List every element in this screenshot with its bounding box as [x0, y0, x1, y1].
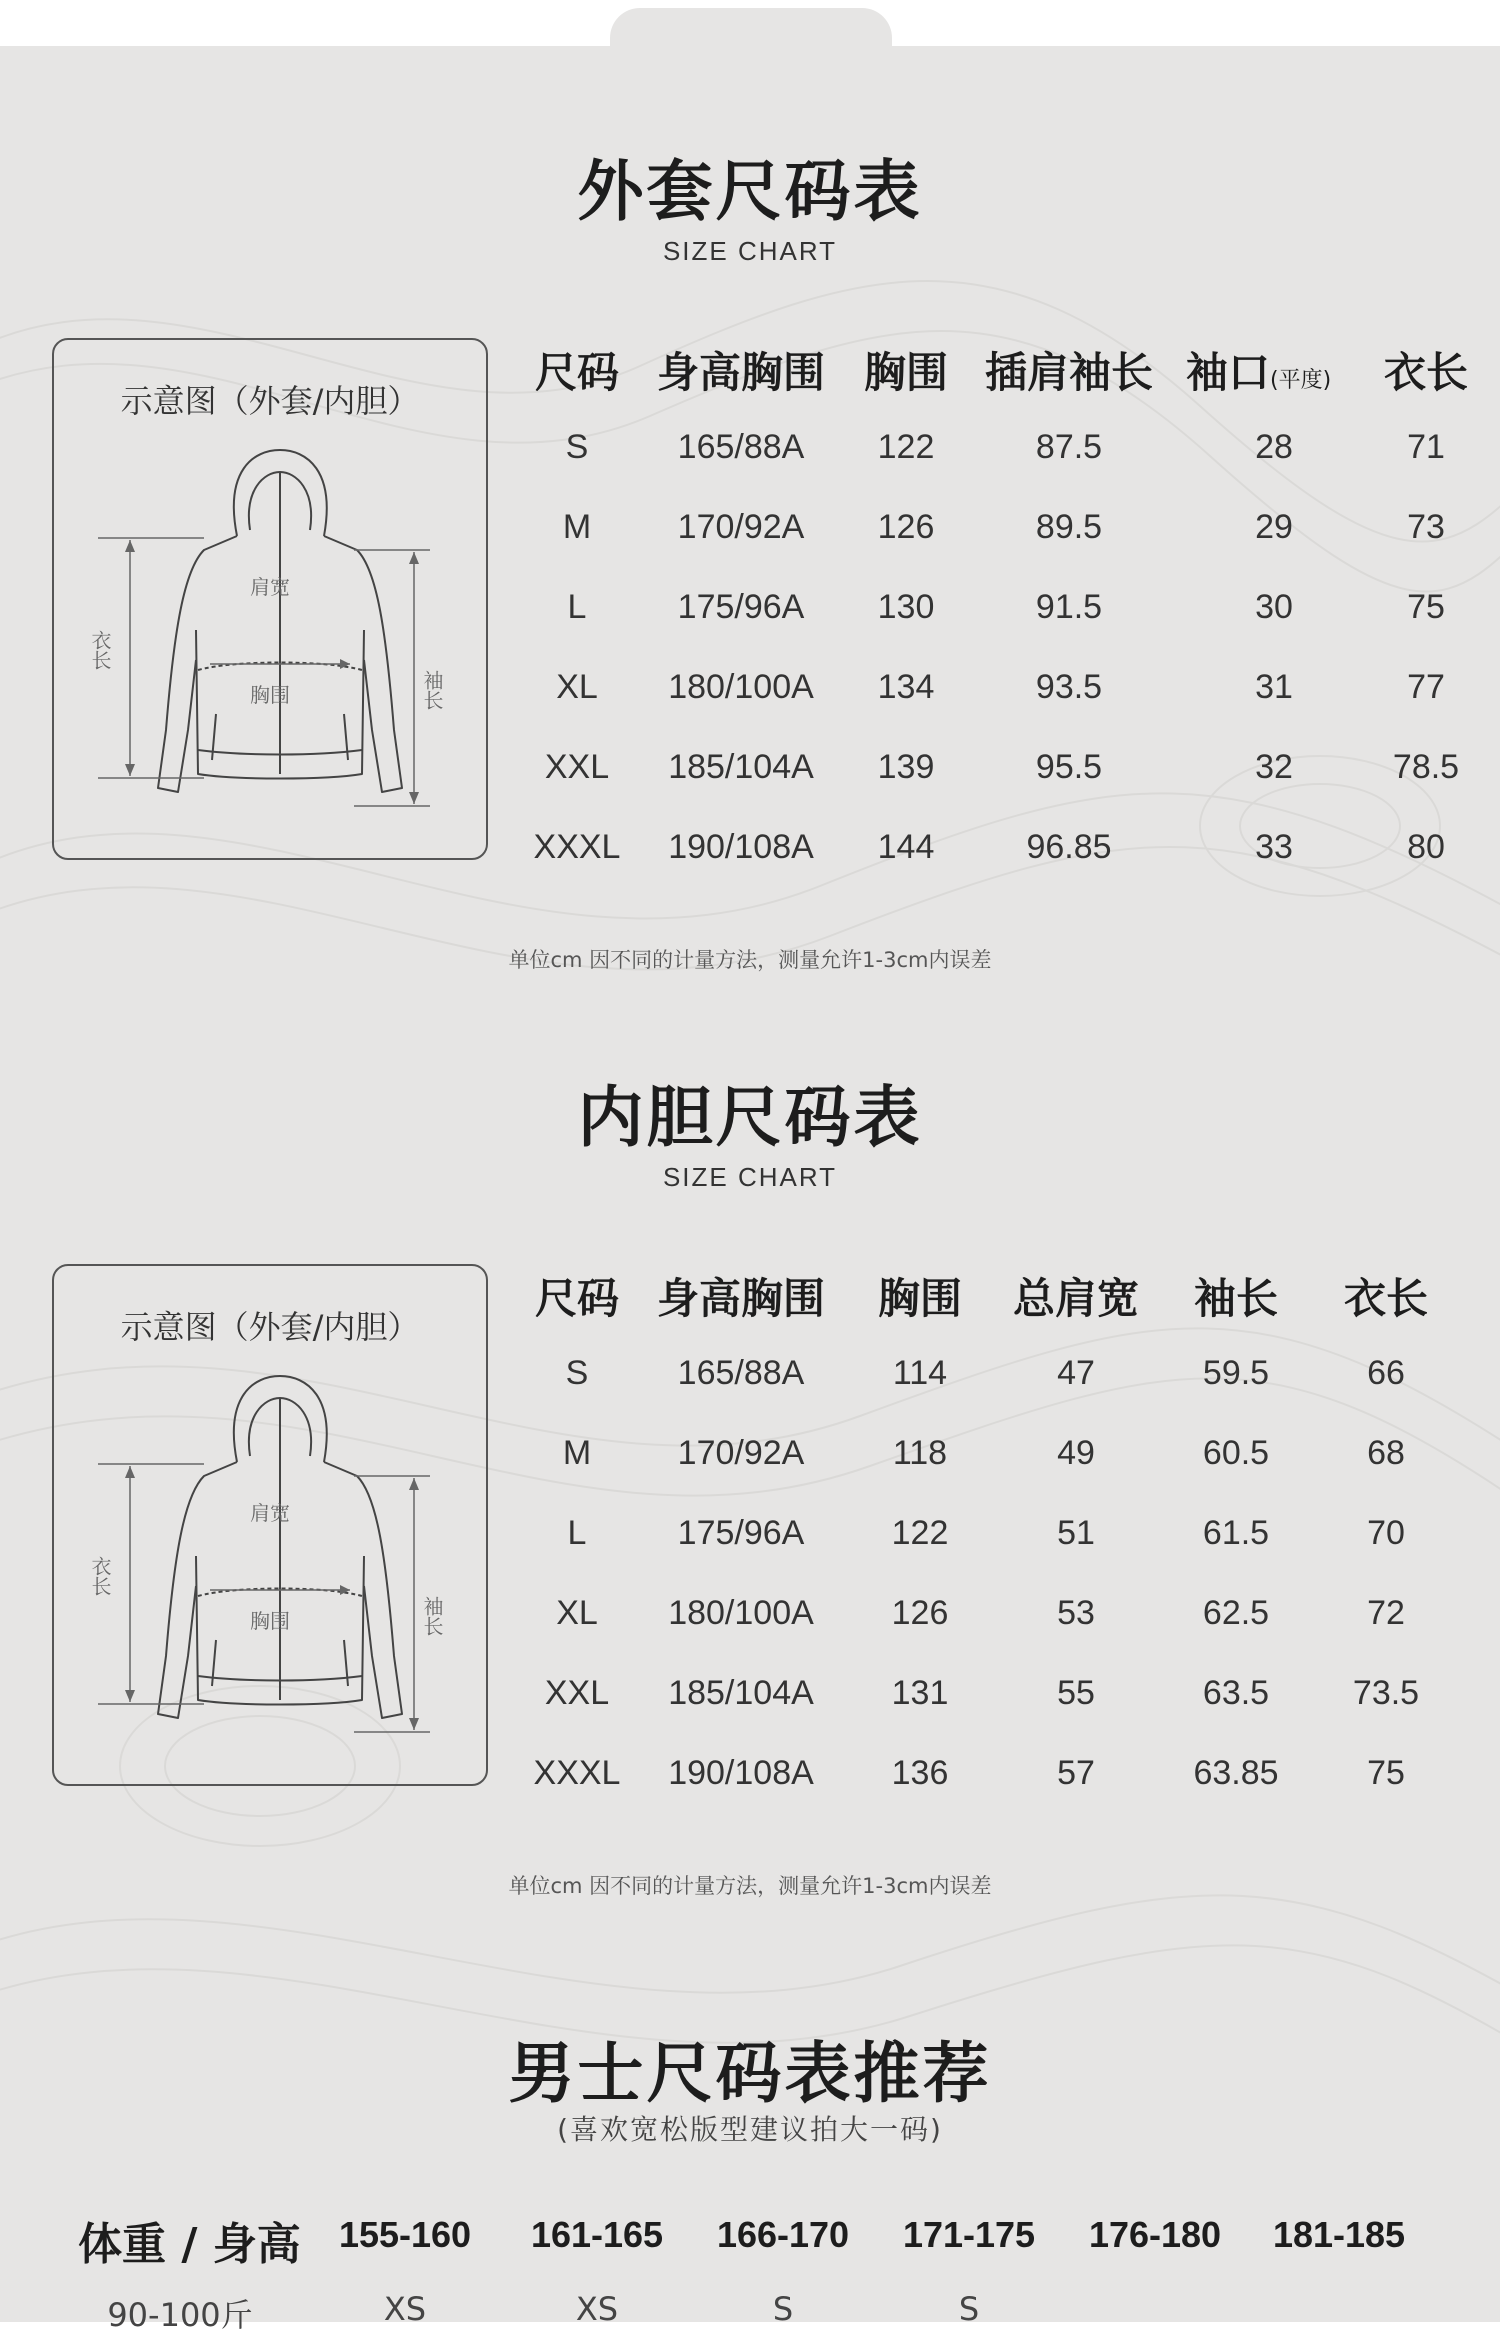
- recommended-size: S: [772, 2290, 794, 2328]
- weight-height-corner: 体重 / 身高: [78, 2219, 301, 2270]
- table-cell: 28: [1255, 428, 1293, 466]
- col-header-cuff: 袖口(平度): [1186, 348, 1332, 397]
- table-cell: 134: [877, 668, 935, 706]
- table-cell: 185/104A: [668, 748, 814, 786]
- measurement-note: 单位cm 因不同的计量方法，测量允许1-3cm内误差: [508, 948, 992, 972]
- table-cell: 180/100A: [668, 1594, 814, 1632]
- table-cell: 53: [1057, 1594, 1095, 1632]
- table-cell: 139: [877, 748, 935, 786]
- weight-range: 90-100斤: [107, 2296, 253, 2334]
- col-header-height-chest: 身高胸围: [656, 1274, 825, 1323]
- table-cell: 170/92A: [677, 508, 805, 546]
- size-cell: L: [567, 1514, 587, 1552]
- table-cell: 75: [1367, 1754, 1405, 1792]
- height-range: 171-175: [902, 2214, 1036, 2255]
- table-cell: 31: [1255, 668, 1293, 706]
- table-cell: 190/108A: [668, 828, 814, 866]
- table-cell: 63.5: [1202, 1674, 1270, 1712]
- col-header-shoulder: 总肩宽: [1012, 1274, 1139, 1323]
- table-cell: 73.5: [1352, 1674, 1420, 1712]
- section-title: 外套尺码表: [577, 153, 923, 230]
- recommended-size: XS: [575, 2290, 619, 2328]
- table-cell: 62.5: [1202, 1594, 1270, 1632]
- sleeve-mark: 袖长: [420, 670, 444, 710]
- table-cell: 29: [1255, 508, 1293, 546]
- table-cell: 51: [1057, 1514, 1095, 1552]
- table-cell: 33: [1255, 828, 1293, 866]
- table-cell: 175/96A: [677, 588, 805, 626]
- table-cell: 63.85: [1193, 1754, 1279, 1792]
- section-subtitle: (喜欢宽松版型建议拍大一码): [557, 2113, 943, 2146]
- table-cell: 57: [1057, 1754, 1095, 1792]
- table-cell: 170/92A: [677, 1434, 805, 1472]
- size-cell: XXXL: [533, 1754, 621, 1792]
- table-cell: 87.5: [1035, 428, 1103, 466]
- col-header-sleeve: 袖长: [1193, 1274, 1278, 1323]
- table-cell: 93.5: [1035, 668, 1103, 706]
- table-cell: 96.85: [1026, 828, 1112, 866]
- chest-mark: 胸围: [250, 683, 290, 707]
- table-cell: 59.5: [1202, 1354, 1270, 1392]
- size-cell: M: [562, 508, 592, 546]
- table-cell: 136: [891, 1754, 949, 1792]
- table-cell: 77: [1407, 668, 1445, 706]
- table-cell: 131: [891, 1674, 949, 1712]
- table-cell: 89.5: [1035, 508, 1103, 546]
- col-header-size: 尺码: [534, 1274, 619, 1323]
- col-header-height-chest: 身高胸围: [656, 348, 825, 397]
- table-cell: 66: [1367, 1354, 1405, 1392]
- col-header-size: 尺码: [534, 348, 619, 397]
- height-range: 181-185: [1272, 2214, 1406, 2255]
- table-cell: 47: [1057, 1354, 1095, 1392]
- size-cell: XXL: [544, 748, 610, 786]
- table-cell: 68: [1367, 1434, 1405, 1472]
- table-cell: 122: [877, 428, 935, 466]
- table-cell: 175/96A: [677, 1514, 805, 1552]
- shoulder-mark: 肩宽: [250, 575, 290, 599]
- size-cell: XXL: [544, 1674, 610, 1712]
- table-cell: 60.5: [1202, 1434, 1270, 1472]
- length-mark: 衣长: [88, 630, 112, 670]
- section-subtitle: SIZE CHART: [662, 1162, 838, 1192]
- table-cell: 91.5: [1035, 588, 1103, 626]
- table-cell: 49: [1057, 1434, 1095, 1472]
- size-cell: XXXL: [533, 828, 621, 866]
- table-cell: 130: [877, 588, 935, 626]
- diagram-label: 示意图（外套/内胆）: [120, 382, 420, 420]
- table-cell: 80: [1407, 828, 1445, 866]
- height-range: 166-170: [716, 2214, 850, 2255]
- table-cell: 165/88A: [677, 1354, 805, 1392]
- table-cell: 118: [892, 1434, 948, 1472]
- size-cell: S: [565, 1354, 589, 1392]
- col-header-chest: 胸围: [863, 348, 948, 397]
- table-cell: 180/100A: [668, 668, 814, 706]
- section-subtitle: SIZE CHART: [662, 236, 838, 266]
- height-range: 161-165: [530, 2214, 664, 2255]
- height-range: 176-180: [1088, 2214, 1222, 2255]
- height-range: 155-160: [338, 2214, 472, 2255]
- section-title: 男士尺码表推荐: [508, 2035, 992, 2112]
- size-cell: L: [567, 588, 587, 626]
- table-cell: 190/108A: [668, 1754, 814, 1792]
- table-cell: 61.5: [1202, 1514, 1270, 1552]
- diagram-label: 示意图（外套/内胆）: [120, 1308, 420, 1346]
- table-cell: 70: [1367, 1514, 1405, 1552]
- table-cell: 114: [892, 1354, 948, 1392]
- table-cell: 126: [877, 508, 935, 546]
- col-header-chest: 胸围: [877, 1274, 962, 1323]
- table-cell: 30: [1255, 588, 1293, 626]
- table-cell: 55: [1057, 1674, 1095, 1712]
- table-cell: 126: [891, 1594, 949, 1632]
- table-cell: 144: [877, 828, 935, 866]
- size-cell: XL: [556, 1594, 598, 1632]
- table-cell: 75: [1407, 588, 1445, 626]
- table-cell: 78.5: [1392, 748, 1460, 786]
- table-cell: 71: [1407, 428, 1445, 466]
- size-cell: M: [562, 1434, 592, 1472]
- chest-mark: 胸围: [250, 1609, 290, 1633]
- table-cell: 73: [1407, 508, 1445, 546]
- measurement-note: 单位cm 因不同的计量方法，测量允许1-3cm内误差: [508, 1874, 992, 1898]
- table-cell: 32: [1255, 748, 1293, 786]
- col-header-length: 衣长: [1343, 1274, 1428, 1323]
- recommended-size: S: [958, 2290, 980, 2328]
- section-title: 内胆尺码表: [577, 1079, 923, 1156]
- sleeve-mark: 袖长: [420, 1596, 444, 1636]
- table-cell: 122: [891, 1514, 949, 1552]
- table-cell: 72: [1367, 1594, 1405, 1632]
- table-cell: 185/104A: [668, 1674, 814, 1712]
- col-header-sleeve: 插肩袖长: [984, 348, 1153, 397]
- size-cell: XL: [556, 668, 598, 706]
- length-mark: 衣长: [88, 1556, 112, 1596]
- col-header-length: 衣长: [1383, 348, 1468, 397]
- recommended-size: XS: [383, 2290, 427, 2328]
- table-cell: 165/88A: [677, 428, 805, 466]
- table-cell: 95.5: [1035, 748, 1103, 786]
- shoulder-mark: 肩宽: [250, 1501, 290, 1525]
- size-cell: S: [565, 428, 589, 466]
